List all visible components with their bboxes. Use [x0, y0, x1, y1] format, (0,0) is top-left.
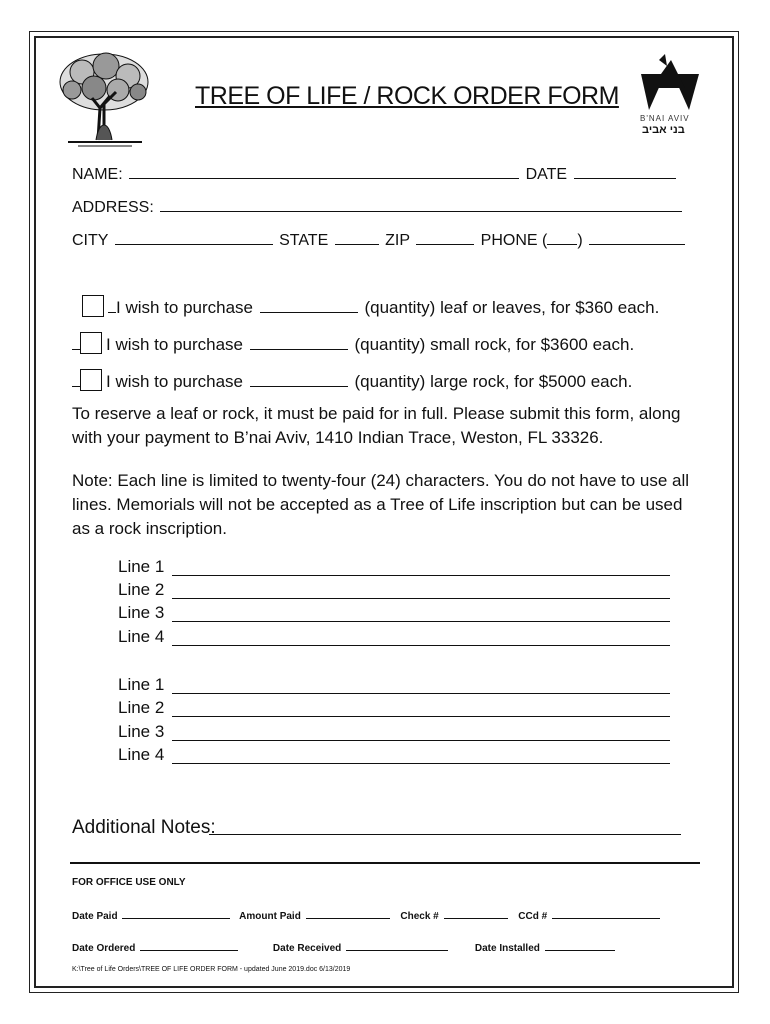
area-code-field[interactable] — [547, 230, 577, 245]
purchase-option-price: (quantity) leaf or leaves, for $360 each. — [364, 298, 660, 317]
date-installed-field[interactable] — [545, 941, 615, 951]
date-label: DATE — [525, 166, 568, 183]
additional-notes-field[interactable] — [209, 834, 681, 835]
date-received-field[interactable] — [346, 941, 448, 951]
inscription-line-field[interactable] — [172, 575, 670, 576]
name-label: NAME: — [72, 166, 123, 183]
city-row — [72, 230, 687, 250]
ccd-field[interactable] — [552, 909, 660, 919]
large-rock-quantity-field[interactable] — [250, 372, 348, 387]
logo-hebrew: בני אביב — [642, 124, 685, 136]
purchase-option-label: I wish to purchase — [106, 335, 244, 354]
office-row-payment — [72, 909, 662, 922]
amount-paid-label: Amount Paid — [239, 911, 301, 922]
date-ordered-label: Date Ordered — [72, 943, 136, 954]
address-label: ADDRESS: — [72, 199, 154, 216]
leaf-checkbox[interactable] — [82, 295, 104, 317]
inscription-line-field[interactable] — [172, 645, 670, 646]
amount-paid-field[interactable] — [306, 909, 390, 919]
check-field[interactable] — [444, 909, 508, 919]
address-row — [72, 197, 684, 217]
small-rock-checkbox[interactable] — [80, 332, 102, 354]
name-row — [72, 164, 678, 184]
inscription-line-field[interactable] — [172, 693, 670, 694]
inscription-line-field[interactable] — [172, 763, 670, 764]
purchase-option-label: I wish to purchase — [106, 372, 244, 391]
bnai-aviv-logo-icon — [637, 52, 703, 114]
state-label: STATE — [279, 232, 329, 249]
purchase-option-price: (quantity) small rock, for $3600 each. — [354, 335, 635, 354]
office-row-dates — [72, 941, 617, 954]
purchase-option-label: I wish to purchase — [116, 298, 254, 317]
purchase-option-leaf — [74, 295, 659, 318]
date-field[interactable] — [574, 164, 676, 179]
inscription-line-label: Line 4 — [118, 745, 165, 764]
state-field[interactable] — [335, 230, 379, 245]
instructions-text: To reserve a leaf or rock, it must be paid for in full. Please submit this form, along with your payment to B’nai Aviv, 1410 Indian Trace, Weston, FL 33326. — [72, 404, 681, 447]
tree-of-life-illustration — [54, 50, 154, 150]
inscription-line-label: Line 4 — [118, 627, 165, 646]
inscription-line-field[interactable] — [172, 598, 670, 599]
inscription-line-label: Line 3 — [118, 722, 165, 741]
small-rock-quantity-field[interactable] — [250, 335, 348, 350]
zip-field[interactable] — [416, 230, 474, 245]
leaf-quantity-field[interactable] — [260, 298, 358, 313]
date-installed-label: Date Installed — [474, 943, 540, 954]
large-rock-checkbox[interactable] — [80, 369, 102, 391]
zip-label: ZIP — [385, 232, 410, 249]
phone-label: PHONE ( — [480, 232, 548, 249]
phone-close: ) — [577, 232, 583, 249]
purchase-option-price: (quantity) large rock, for $5000 each. — [354, 372, 633, 391]
inscription-line-field[interactable] — [172, 716, 670, 717]
name-field[interactable] — [129, 164, 519, 179]
city-label: CITY — [72, 232, 109, 249]
check-label: Check # — [400, 911, 439, 922]
footer-file-path: K:\Tree of Life Orders\TREE OF LIFE ORDER FORM - updated June 2019.doc 6/13/2019 — [72, 966, 351, 973]
inscription-line-label: Line 3 — [118, 603, 165, 622]
purchase-option-small-rock — [72, 332, 634, 355]
note-text: Note: Each line is limited to twenty-four (24) characters. You do not have to use all lines. Memorials will not be accepted as a Tree of Life inscription but can be used as a rock inscription. — [72, 471, 690, 538]
logo-name: B'NAI AVIV — [640, 114, 690, 123]
inscription-line-field[interactable] — [172, 621, 670, 622]
inscription-line-label: Line 2 — [118, 698, 165, 717]
date-paid-label: Date Paid — [72, 911, 118, 922]
additional-notes-label: Additional Notes: — [72, 817, 216, 838]
office-divider — [70, 862, 700, 864]
inscription-line-label: Line 2 — [118, 580, 165, 599]
office-heading: FOR OFFICE USE ONLY — [72, 877, 186, 888]
purchase-option-large-rock — [72, 369, 632, 392]
address-field[interactable] — [160, 197, 682, 212]
city-field[interactable] — [115, 230, 273, 245]
phone-field[interactable] — [589, 230, 685, 245]
date-received-label: Date Received — [272, 943, 342, 954]
inscription-line-label: Line 1 — [118, 557, 165, 576]
inscription-line-field[interactable] — [172, 740, 670, 741]
page-title: TREE OF LIFE / ROCK ORDER FORM — [195, 82, 619, 110]
inscription-line-label: Line 1 — [118, 675, 165, 694]
date-paid-field[interactable] — [122, 909, 230, 919]
date-ordered-field[interactable] — [140, 941, 238, 951]
ccd-label: CCd # — [518, 911, 548, 922]
